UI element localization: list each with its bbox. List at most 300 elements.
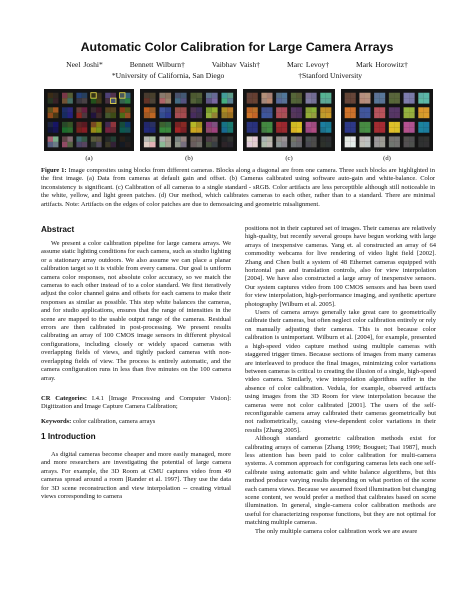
color-patch-block	[76, 98, 81, 103]
author-name: Mark Horowitz†	[356, 60, 408, 69]
color-patch-block	[389, 113, 395, 118]
color-patch-block	[96, 113, 101, 118]
color-patch-block	[206, 113, 212, 118]
color-patch-block	[150, 142, 156, 147]
color-patch-block	[190, 142, 196, 147]
color-patch-block	[181, 98, 187, 103]
color-patch-block	[380, 113, 386, 118]
color-patch-block	[82, 122, 87, 127]
intro-text: As digital cameras become cheaper and more easily managed, more and more researchers are investigating the potential of large camera arrays. For example, the 3D Room at CMU captures video from 49 cameras spread around a room [Rander et al. 1997]. They use the data for 3D scene reconstruction and view interpolation -- creating virtual views corresponding to camera	[41, 451, 231, 501]
color-patch-block	[350, 93, 356, 98]
color-patch-block	[82, 98, 87, 103]
color-patch-block	[359, 107, 365, 112]
color-patch-block	[175, 122, 181, 127]
color-patch-block	[306, 107, 312, 112]
color-patch-block	[227, 136, 233, 141]
color-patch-block	[389, 142, 395, 147]
color-patch-block	[111, 113, 116, 118]
color-patch-block	[306, 93, 312, 98]
color-patch-block	[67, 107, 72, 112]
color-patch-block	[221, 142, 227, 147]
color-patch-block	[350, 122, 356, 127]
color-patch-block	[62, 107, 67, 112]
color-patch-block	[62, 98, 67, 103]
color-patch-block	[105, 98, 110, 103]
cr-categories	[41, 395, 231, 412]
color-patch-block	[276, 136, 282, 141]
color-patch-block	[206, 136, 212, 141]
color-patch-block	[394, 142, 400, 147]
color-patch-block	[311, 142, 317, 147]
color-patch-block	[53, 113, 58, 118]
color-patch-block	[190, 122, 196, 127]
color-patch-block	[76, 113, 81, 118]
color-patch-block	[196, 107, 202, 112]
color-patch-block	[252, 127, 258, 132]
color-patch-block	[282, 122, 288, 127]
color-patch-block	[261, 136, 267, 141]
color-patch-block	[105, 113, 110, 118]
color-patch-block	[261, 93, 267, 98]
color-patch-block	[394, 98, 400, 103]
color-patch-block	[306, 122, 312, 127]
color-patch-block	[252, 107, 258, 112]
color-patch-block	[418, 127, 424, 132]
color-patch-block	[261, 98, 267, 103]
color-patch-block	[91, 142, 96, 147]
color-patch-block	[125, 136, 130, 141]
color-patch-block	[82, 113, 87, 118]
figure-panel-c	[243, 89, 335, 151]
figure-label-d: (d)	[383, 155, 391, 162]
color-patch-block	[181, 142, 187, 147]
color-patch-block	[120, 136, 125, 141]
color-patch-block	[206, 142, 212, 147]
color-patch-block	[53, 127, 58, 132]
color-patch-block	[62, 136, 67, 141]
color-patch-block	[196, 122, 202, 127]
color-patch-block	[345, 122, 351, 127]
color-patch-block	[380, 107, 386, 112]
color-patch-block	[404, 113, 410, 118]
color-patch-block	[91, 107, 96, 112]
color-patch-block	[320, 113, 326, 118]
color-patch-block	[175, 107, 181, 112]
caption-text: Image composites using blocks from different cameras. Blocks along a diagonal are from one camera. Three such blocks are highlighted in the first image. (a) Data from cameras at default gain and offset. (b) Cameras calibrated using software auto-gain and white-balance. Color inconsistency is significant. (c) Calibration of all cameras to a single standard - sRGB. Color artifacts are less perceptible although still noticeable in the white, yellow, and light green patches. (d) Our method, which calibrates cameras to each other, rather than to a standard. There are minimal artifacts. Note: Artifacts on the edges of color patches are due to demosaicing and geometric misalignment.	[41, 167, 435, 208]
color-patch-block	[48, 127, 53, 132]
color-patch-block	[365, 98, 371, 103]
abstract-body	[41, 240, 231, 383]
keywords	[41, 418, 231, 426]
color-patch-block	[96, 136, 101, 141]
color-patch-block	[291, 107, 297, 112]
color-patch-block	[111, 98, 116, 103]
color-patch-block	[221, 127, 227, 132]
color-patch-block	[418, 136, 424, 141]
figure-label-b: (b)	[185, 155, 193, 162]
caption-label: Figure 1:	[41, 167, 67, 174]
color-patch-block	[424, 113, 430, 118]
color-patch-block	[111, 142, 116, 147]
figure-panel-b	[140, 89, 237, 151]
color-patch-block	[212, 93, 218, 98]
color-patch-block	[404, 93, 410, 98]
color-patch-block	[350, 127, 356, 132]
color-patch-block	[326, 107, 332, 112]
color-patch-block	[125, 127, 130, 132]
color-patch-block	[276, 113, 282, 118]
color-patch-block	[159, 113, 165, 118]
color-checker-composite-d	[341, 89, 433, 151]
color-patch-block	[48, 113, 53, 118]
color-patch-block	[105, 136, 110, 141]
color-patch-block	[221, 98, 227, 103]
color-patch-block	[48, 136, 53, 141]
color-patch-block	[291, 142, 297, 147]
color-patch-block	[276, 93, 282, 98]
color-patch-block	[247, 93, 253, 98]
color-patch-block	[365, 122, 371, 127]
color-patch-block	[175, 113, 181, 118]
color-patch-block	[91, 136, 96, 141]
color-patch-block	[227, 142, 233, 147]
color-patch-block	[311, 93, 317, 98]
color-patch-block	[296, 136, 302, 141]
color-patch-block	[150, 93, 156, 98]
color-patch-block	[175, 142, 181, 147]
color-patch-block	[53, 142, 58, 147]
color-patch-block	[120, 127, 125, 132]
color-patch-block	[247, 122, 253, 127]
color-patch-block	[165, 122, 171, 127]
color-patch-block	[96, 122, 101, 127]
color-patch-block	[247, 107, 253, 112]
color-patch-block	[326, 127, 332, 132]
color-patch-block	[306, 136, 312, 141]
color-patch-block	[374, 98, 380, 103]
color-patch-block	[365, 142, 371, 147]
color-patch-block	[221, 122, 227, 127]
color-patch-block	[326, 122, 332, 127]
color-patch-block	[282, 93, 288, 98]
color-patch-block	[345, 142, 351, 147]
intro-body	[41, 451, 231, 501]
color-patch-block	[320, 122, 326, 127]
affiliation: *University of California, San Diego	[111, 71, 225, 80]
color-patch-block	[389, 93, 395, 98]
color-patch-block	[150, 107, 156, 112]
color-patch-block	[165, 113, 171, 118]
author-list	[0, 60, 474, 69]
color-patch-block	[374, 93, 380, 98]
color-patch-block	[345, 113, 351, 118]
color-patch-block	[82, 142, 87, 147]
color-patch-block	[227, 122, 233, 127]
color-patch-block	[159, 107, 165, 112]
color-patch-block	[389, 98, 395, 103]
color-patch-block	[196, 113, 202, 118]
figure-label-a: (a)	[85, 155, 93, 162]
color-patch-block	[296, 107, 302, 112]
color-patch-block	[320, 136, 326, 141]
color-patch-block	[345, 93, 351, 98]
color-patch-block	[221, 136, 227, 141]
color-patch-block	[67, 142, 72, 147]
color-patch-block	[48, 93, 53, 98]
color-patch-block	[144, 136, 150, 141]
color-patch-block	[359, 122, 365, 127]
author-name: Vaibhav Vaish†	[211, 60, 261, 69]
color-patch-block	[320, 127, 326, 132]
color-patch-block	[282, 113, 288, 118]
color-patch-block	[282, 107, 288, 112]
color-patch-block	[181, 93, 187, 98]
color-patch-block	[159, 136, 165, 141]
color-patch-block	[345, 127, 351, 132]
color-patch-block	[365, 107, 371, 112]
color-patch-block	[206, 122, 212, 127]
color-patch-block	[76, 127, 81, 132]
color-patch-block	[144, 113, 150, 118]
color-patch-block	[227, 98, 233, 103]
color-patch-block	[418, 113, 424, 118]
color-patch-block	[150, 127, 156, 132]
color-patch-block	[389, 107, 395, 112]
color-patch-block	[96, 127, 101, 132]
color-patch-block	[296, 122, 302, 127]
color-patch-block	[380, 93, 386, 98]
color-patch-block	[291, 98, 297, 103]
color-patch-block	[206, 93, 212, 98]
intro-heading: 1 Introduction	[41, 432, 96, 441]
color-patch-block	[380, 127, 386, 132]
color-patch-block	[91, 113, 96, 118]
color-patch-block	[320, 107, 326, 112]
color-patch-block	[365, 127, 371, 132]
color-patch-block	[159, 127, 165, 132]
author-name: Neel Joshi*	[66, 60, 103, 69]
color-patch-block	[261, 113, 267, 118]
color-patch-block	[120, 98, 125, 103]
color-patch-block	[374, 142, 380, 147]
color-patch-block	[424, 127, 430, 132]
color-patch-block	[150, 113, 156, 118]
figure-panel-a	[44, 89, 134, 151]
color-patch-block	[144, 107, 150, 112]
color-patch-block	[111, 93, 116, 98]
color-patch-block	[67, 127, 72, 132]
color-patch-block	[261, 122, 267, 127]
color-patch-block	[252, 142, 258, 147]
paragraph: positions not in their captured set of images. Their cameras are relatively high-quality, but recently several groups have begun working with large arrays of inexpensive cameras. Yang et. al constructed an array of 64 commodity webcams for live rendering of video light field [2002]. Zhang and Chen built a system of 48 Ethernet cameras equipped with horizontal pan and translation controls, also for view interpolation [2004]. We have also constructed a large array of inexpensive sensors. Our system captures video from 100 CMOS sensors and has been used for view interpolation, high-performance imaging, and synthetic aperture photography [Wilburn et al. 2005].	[245, 225, 436, 308]
color-patch-block	[120, 142, 125, 147]
color-patch-block	[159, 98, 165, 103]
color-patch-block	[159, 122, 165, 127]
color-patch-block	[365, 113, 371, 118]
color-patch-block	[404, 122, 410, 127]
color-patch-block	[267, 93, 273, 98]
color-patch-block	[418, 122, 424, 127]
color-patch-block	[53, 122, 58, 127]
color-patch-block	[291, 93, 297, 98]
affiliation-list	[0, 71, 474, 80]
color-patch-block	[424, 93, 430, 98]
color-patch-block	[296, 113, 302, 118]
color-patch-block	[359, 113, 365, 118]
color-patch-block	[105, 107, 110, 112]
color-patch-block	[359, 93, 365, 98]
color-patch-block	[125, 113, 130, 118]
figure-label-c: (c)	[285, 155, 293, 162]
color-patch-block	[311, 127, 317, 132]
keywords-text: color calibration, camera arrays	[71, 418, 156, 425]
color-patch-block	[206, 127, 212, 132]
color-patch-block	[91, 127, 96, 132]
color-patch-block	[306, 142, 312, 147]
color-patch-block	[165, 98, 171, 103]
color-patch-block	[181, 136, 187, 141]
color-patch-block	[53, 93, 58, 98]
color-patch-block	[181, 127, 187, 132]
color-patch-block	[175, 98, 181, 103]
color-patch-block	[96, 142, 101, 147]
color-patch-block	[291, 127, 297, 132]
color-patch-block	[350, 113, 356, 118]
color-patch-block	[190, 98, 196, 103]
color-patch-block	[326, 98, 332, 103]
color-patch-block	[261, 107, 267, 112]
color-patch-block	[53, 107, 58, 112]
paragraph: The only multiple camera color calibration work we are aware	[255, 527, 418, 535]
color-patch-block	[282, 136, 288, 141]
color-patch-block	[291, 136, 297, 141]
color-patch-block	[394, 113, 400, 118]
color-patch-block	[282, 98, 288, 103]
color-patch-block	[212, 142, 218, 147]
color-checker-composite-c	[243, 89, 335, 151]
color-patch-block	[247, 136, 253, 141]
color-patch-block	[424, 136, 430, 141]
color-patch-block	[91, 98, 96, 103]
color-patch-block	[276, 142, 282, 147]
color-patch-block	[125, 93, 130, 98]
color-patch-block	[196, 127, 202, 132]
color-patch-block	[252, 122, 258, 127]
color-patch-block	[247, 142, 253, 147]
color-patch-block	[212, 98, 218, 103]
color-patch-block	[67, 136, 72, 141]
color-patch-block	[76, 136, 81, 141]
color-patch-block	[359, 142, 365, 147]
color-patch-block	[212, 136, 218, 141]
color-patch-block	[82, 107, 87, 112]
color-patch-block	[296, 93, 302, 98]
color-patch-block	[196, 136, 202, 141]
color-patch-block	[82, 127, 87, 132]
abstract-text: We present a color calibration pipeline for large camera arrays. We assume static lighting conditions for each camera, such as studio lighting or a stationary array outdoors. We also assume we can place a planar calibration target so it is visible from every camera. Our goal is uniform camera color responses, not absolute color accuracy, so we match the cameras to each other instead of to a color standard. We first iteratively adjust the color channel gains and offsets for each camera to make their responses as similar as possible. This step white balances the cameras, and for studio applications, ensures that the range of intensities in the scene are mapped to the usable output range of the cameras. Residual errors are then calibrated in post-processing. We present results calibrating an array of 100 CMOS image sensors in different physical configurations, including closely or widely spaced cameras with overlapping fields of views, and tightly packed cameras with non-overlapping fields of view. The process is entirely automatic, and the camera configuration runs in less than five minutes on the 100 camera array.	[41, 240, 231, 382]
color-patch-block	[389, 122, 395, 127]
color-patch-block	[261, 142, 267, 147]
color-patch-block	[212, 107, 218, 112]
color-patch-block	[144, 142, 150, 147]
color-patch-block	[404, 98, 410, 103]
color-patch-block	[221, 113, 227, 118]
color-patch-block	[296, 98, 302, 103]
color-patch-block	[380, 122, 386, 127]
color-patch-block	[62, 127, 67, 132]
color-patch-block	[212, 127, 218, 132]
color-patch-block	[62, 113, 67, 118]
color-patch-block	[150, 136, 156, 141]
color-patch-block	[306, 113, 312, 118]
color-patch-block	[212, 122, 218, 127]
color-patch-block	[282, 127, 288, 132]
color-patch-block	[165, 107, 171, 112]
color-patch-block	[196, 93, 202, 98]
color-patch-block	[282, 142, 288, 147]
color-patch-block	[159, 142, 165, 147]
color-patch-block	[424, 107, 430, 112]
color-patch-block	[345, 107, 351, 112]
color-patch-block	[120, 107, 125, 112]
color-patch-block	[120, 93, 125, 98]
color-patch-block	[76, 93, 81, 98]
color-patch-block	[380, 142, 386, 147]
color-patch-block	[409, 127, 415, 132]
color-patch-block	[350, 136, 356, 141]
color-patch-block	[320, 98, 326, 103]
color-patch-block	[261, 127, 267, 132]
color-patch-block	[175, 127, 181, 132]
color-patch-block	[418, 98, 424, 103]
color-patch-block	[181, 122, 187, 127]
color-patch-block	[394, 127, 400, 132]
color-patch-block	[404, 127, 410, 132]
color-patch-block	[62, 93, 67, 98]
color-checker-composite-a	[44, 89, 134, 151]
author-name: Bennett Wilburn†	[129, 60, 185, 69]
author-name: Marc Levoy†	[287, 60, 330, 69]
color-patch-block	[311, 113, 317, 118]
color-patch-block	[247, 98, 253, 103]
color-patch-block	[247, 113, 253, 118]
color-patch-block	[252, 113, 258, 118]
color-patch-block	[252, 93, 258, 98]
color-patch-block	[374, 127, 380, 132]
color-patch-block	[227, 113, 233, 118]
color-patch-block	[111, 136, 116, 141]
color-patch-block	[418, 142, 424, 147]
color-patch-block	[96, 98, 101, 103]
abstract-heading: Abstract	[41, 225, 75, 234]
color-patch-block	[206, 98, 212, 103]
color-patch-block	[190, 127, 196, 132]
color-patch-block	[67, 98, 72, 103]
color-patch-block	[48, 107, 53, 112]
color-patch-block	[267, 142, 273, 147]
paragraph: Although standard geometric calibration methods exist for calibrating arrays of cameras [Zhang 1999; Bouguet; Tsai 1987], much less attention has been paid to color calibration for multi-camera systems. A common approach for configuring cameras lets each one self-calibrate using automatic gain and white balance algorithms, but this method produce varying results depending on what portion of the scene each camera views. Because we assumed fixed illumination but changing scene content, we would prefer a method that calibrates based on scene illumination. In general, single-camera color calibration methods are useful for characterizing response functions, but they are not optimal for matching multiple cameras.	[245, 435, 436, 527]
color-patch-block	[165, 136, 171, 141]
color-patch-block	[227, 93, 233, 98]
color-patch-block	[409, 136, 415, 141]
color-patch-block	[424, 142, 430, 147]
color-patch-block	[267, 98, 273, 103]
color-patch-block	[267, 136, 273, 141]
affiliation: †Stanford University	[298, 71, 363, 80]
color-patch-block	[105, 93, 110, 98]
color-patch-block	[409, 107, 415, 112]
color-patch-block	[76, 107, 81, 112]
